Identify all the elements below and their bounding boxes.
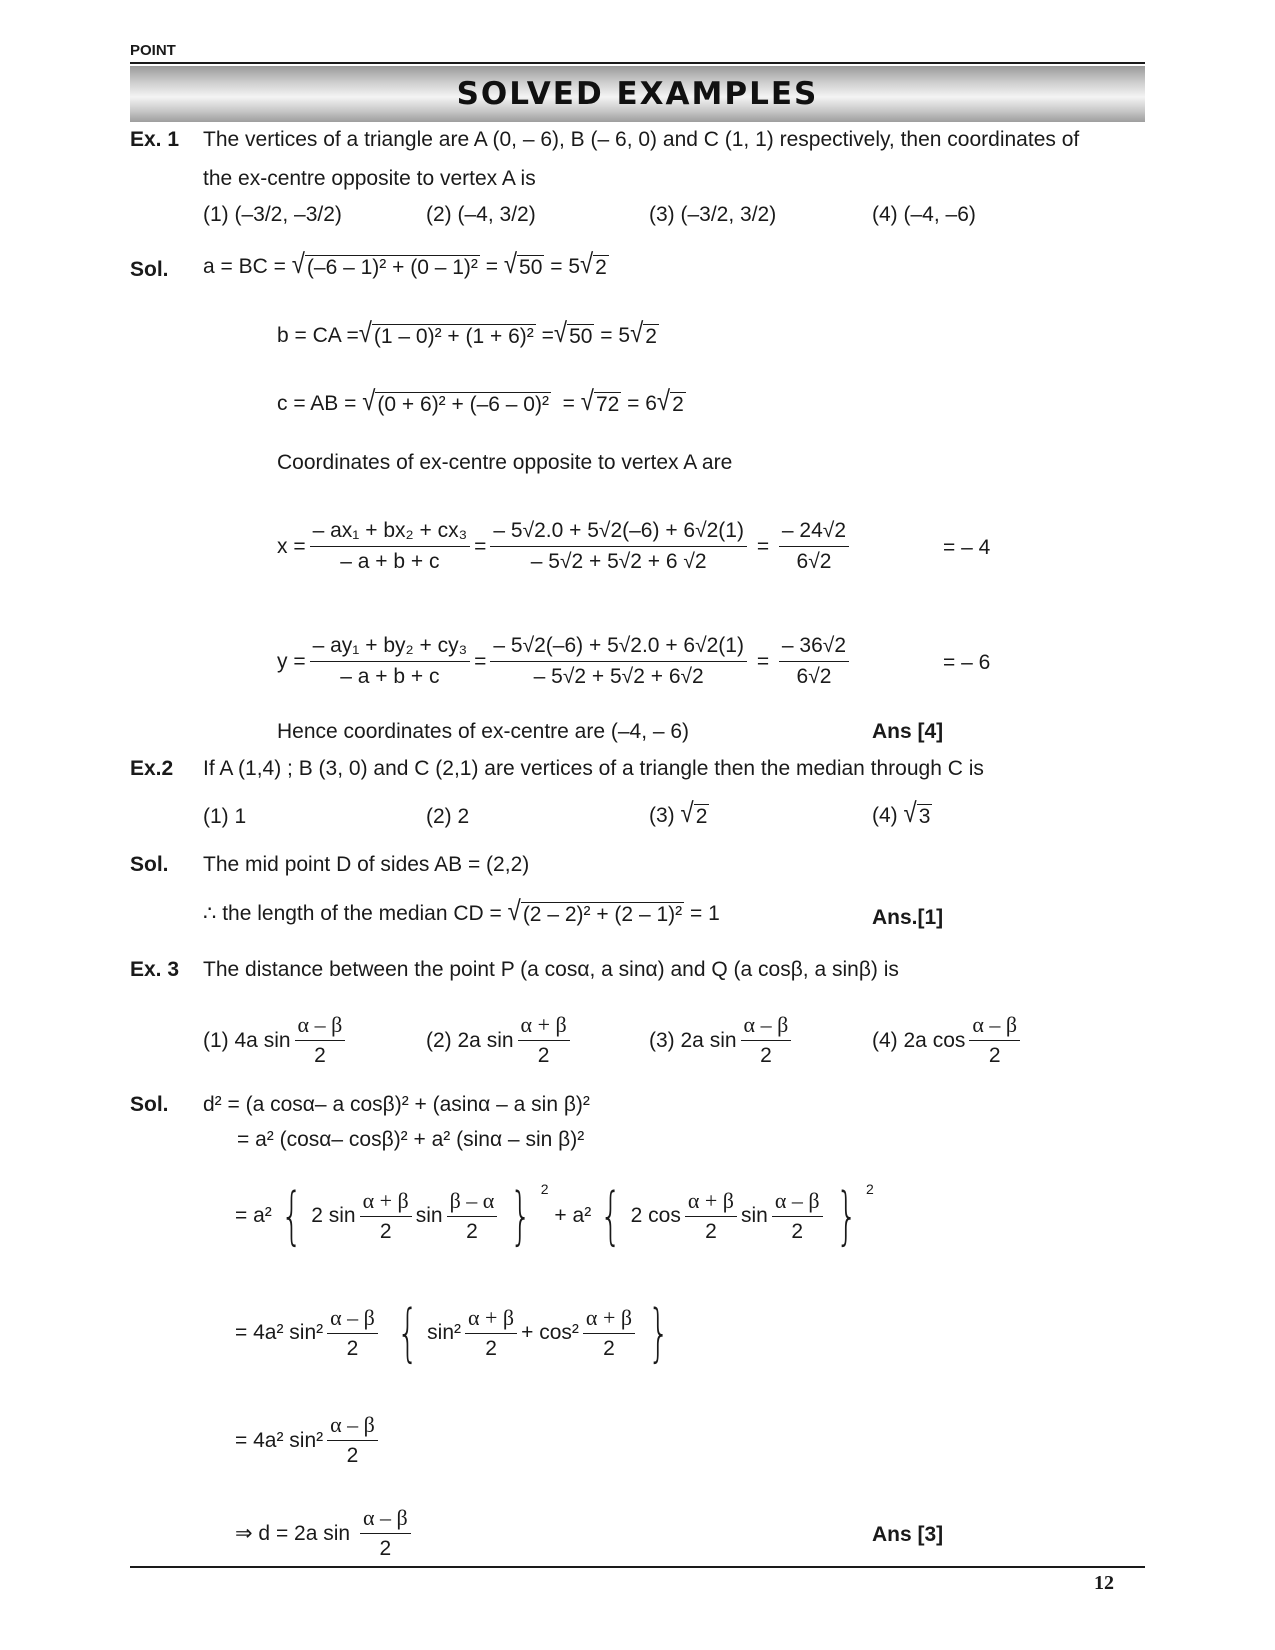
ex2-midpoint: The mid point D of sides AB = (2,2) [203, 853, 530, 876]
sqrt-expression: √ 3 [903, 797, 931, 829]
fraction: $\frac{\alpha + \beta}{2}$ [465, 1305, 517, 1362]
ex3-option-2: (2) 2a sin $\frac{\alpha + \beta}{2}$ [426, 1012, 574, 1069]
fraction: $\frac{- 24√2}{6√2}$ [779, 518, 849, 575]
ex3-answer: Ans [3] [872, 1523, 944, 1546]
ex1-option-3: (3) (–3/2, 3/2) [649, 203, 777, 226]
fraction: $\frac{\alpha - \beta}{2}$ [741, 1012, 792, 1069]
sqrt-expression: √ (–6 – 1)² + (0 – 1)² [291, 248, 478, 280]
sqrt-expression: √ (1 – 0)² + (1 + 6)² [358, 317, 534, 349]
ex2-option-2: (2) 2 [426, 805, 470, 828]
sqrt-expression: √ 2 [580, 248, 607, 280]
section-banner [130, 66, 1145, 122]
ex1-b-equation: b = CA = √ (1 – 0)² + (1 + 6)² = √ 50 = 5 √ 2 [277, 317, 657, 349]
ex3-step6: ⇒ d = 2a sin $\frac{\alpha - \beta}{2}$ [235, 1505, 415, 1562]
fraction: $\frac{\beta - \alpha}{2}$ [447, 1188, 498, 1245]
ex3-step2: = a² (cosα– cosβ)² + a² (sinα – sin β)² [237, 1128, 585, 1151]
ex1-coord-intro: Coordinates of ex-centre opposite to vertex A are [277, 451, 733, 474]
fraction: $\frac{\alpha - \beta}{2}$ [969, 1012, 1020, 1069]
ex1-question-line1: The vertices of a triangle are A (0, – 6), B (– 6, 0) and C (1, 1) respectively, then coordinates of [203, 128, 1080, 151]
fraction: $\frac{- 36√2}{6√2}$ [779, 633, 849, 690]
sqrt-expression: √ 50 [553, 317, 593, 349]
left-brace: { [600, 1179, 622, 1252]
left-brace: { [280, 1179, 303, 1252]
page-number: 12 [1094, 1572, 1114, 1594]
footer-rule [130, 1566, 1145, 1568]
ex1-option-4: (4) (–4, –6) [872, 203, 976, 226]
sqrt-expression: √ (2 – 2)² + (2 – 1)² [507, 895, 683, 927]
ex1-a-equation: a = BC = √ (–6 – 1)² + (0 – 1)² = √ 50 = 5 √ 2 [203, 248, 607, 280]
header-rule [130, 62, 1145, 64]
ex1-y-result: = – 6 [943, 651, 991, 674]
sqrt-expression: √ 2 [656, 385, 684, 417]
ex1-option-2: (2) (–4, 3/2) [426, 203, 536, 226]
ex1-question-line2: the ex-centre opposite to vertex A is [203, 167, 536, 190]
ex1-answer: Ans [4] [872, 720, 944, 743]
ex1-y-equation: y = $\frac{\text{– ay₁ + by₂ + cy₃}}{- a + b + c}$ = $\frac{- 5√2(-6) + 5√2.0 + 6√2(1)}{- 5√2 + 5√2 + 6√2}$ = $\frac{- 36√2}{6√2}$ [277, 633, 853, 690]
ex2-median-equation: ∴ the length of the median CD = √ (2 – 2)² + (2 – 1)² = 1 [203, 895, 720, 927]
banner-title: SOLVED EXAMPLES [456, 76, 819, 112]
ex1-c-equation: c = AB = √ (0 + 6)² + (–6 – 0)² = √ 72 = 6 √ 2 [277, 385, 684, 417]
ex2-option-3: (3) √ 2 [649, 797, 708, 829]
fraction: $\frac{\alpha + \beta}{2}$ [685, 1188, 737, 1245]
ex2-answer: Ans.[1] [872, 906, 944, 929]
ex3-step3: = a² { 2 sin $\frac{\alpha + \beta}{2}$ sin $\frac{\beta - \alpha}{2}$ } 2 + a² { 2 cos $\frac{\alpha + \beta}{2}$ sin $\frac{\alpha - \beta}{2}$ } 2 [235, 1179, 874, 1252]
ex1-conclusion: Hence coordinates of ex-centre are (–4, – 6) [277, 720, 690, 743]
ex3-option-4: (4) 2a cos $\frac{\alpha - \beta}{2}$ [872, 1012, 1024, 1069]
ex3-option-3: (3) 2a sin $\frac{\alpha - \beta}{2}$ [649, 1012, 795, 1069]
right-brace: } [835, 1179, 858, 1252]
fraction: $\frac{\alpha - \beta}{2}$ [327, 1412, 378, 1469]
fraction: $\frac{\text{– ay₁ + by₂ + cy₃}}{- a + b + c}$ [310, 633, 471, 690]
ex3-option-1: (1) 4a sin $\frac{\alpha - \beta}{2}$ [203, 1012, 349, 1069]
sqrt-expression: √ 2 [680, 797, 708, 829]
fraction: $\frac{\alpha - \beta}{2}$ [327, 1305, 378, 1362]
ex1-x-result: = – 4 [943, 536, 991, 559]
ex3-label: Ex. 3 [130, 958, 180, 981]
fraction: $\frac{\alpha + \beta}{2}$ [518, 1012, 570, 1069]
sqrt-expression: √ (0 + 6)² + (–6 – 0)² [362, 385, 549, 417]
ex2-question: If A (1,4) ; B (3, 0) and C (2,1) are vertices of a triangle then the median through C is [203, 757, 984, 780]
ex3-step1: d² = (a cosα– a cosβ)² + (asinα – a sin β)² [203, 1093, 590, 1116]
sqrt-expression: √ 72 [580, 385, 620, 417]
right-brace: } [647, 1296, 670, 1369]
fraction: $\frac{\alpha + \beta}{2}$ [360, 1188, 412, 1245]
fraction: $\frac{\alpha - \beta}{2}$ [360, 1505, 411, 1562]
right-brace: } [510, 1179, 532, 1252]
fraction: $\frac{- 5√2.0 + 5√2(-6) + 6√2(1)}{- 5√2 + 5√2 + 6 √2}$ [490, 518, 747, 575]
fraction: $\frac{- 5√2(-6) + 5√2.0 + 6√2(1)}{- 5√2 + 5√2 + 6√2}$ [490, 633, 747, 690]
ex1-option-1: (1) (–3/2, –3/2) [203, 203, 342, 226]
ex2-label: Ex.2 [130, 757, 174, 780]
sqrt-expression: √ 50 [503, 248, 543, 280]
fraction: $\frac{\alpha - \beta}{2}$ [772, 1188, 823, 1245]
ex1-label: Ex. 1 [130, 128, 180, 151]
ex1-x-equation: x = $\frac{\text{– ax₁ + bx₂ + cx₃}}{- a + b + c}$ = $\frac{- 5√2.0 + 5√2(-6) + 6√2(1)}{- 5√2 + 5√2 + 6 √2}$ = $\frac{- 24√2}{6√2}$ [277, 518, 853, 575]
header-label: POINT [130, 42, 176, 59]
ex3-sol-label: Sol. [130, 1093, 169, 1116]
fraction: $\frac{\text{– ax₁ + bx₂ + cx₃}}{- a + b + c}$ [310, 518, 471, 575]
ex3-question: The distance between the point P (a cosα, a sinα) and Q (a cosβ, a sinβ) is [203, 958, 899, 981]
a-lhs: a = BC = [203, 254, 286, 278]
left-brace: { [396, 1296, 419, 1369]
ex2-option-1: (1) 1 [203, 805, 247, 828]
fraction: $\frac{\alpha + \beta}{2}$ [583, 1305, 635, 1362]
ex3-step4: = 4a² sin² $\frac{\alpha - \beta}{2}$ { sin² $\frac{\alpha + \beta}{2}$ + cos² $\frac{\alpha + \beta}{2}$ } [235, 1296, 670, 1369]
fraction: $\frac{\alpha - \beta}{2}$ [295, 1012, 346, 1069]
sqrt-expression: √ 2 [630, 317, 657, 349]
ex1-sol-label: Sol. [130, 258, 169, 281]
ex2-sol-label: Sol. [130, 853, 169, 876]
ex2-option-4: (4) √ 3 [872, 797, 931, 829]
ex3-step5: = 4a² sin² $\frac{\alpha - \beta}{2}$ [235, 1412, 382, 1469]
